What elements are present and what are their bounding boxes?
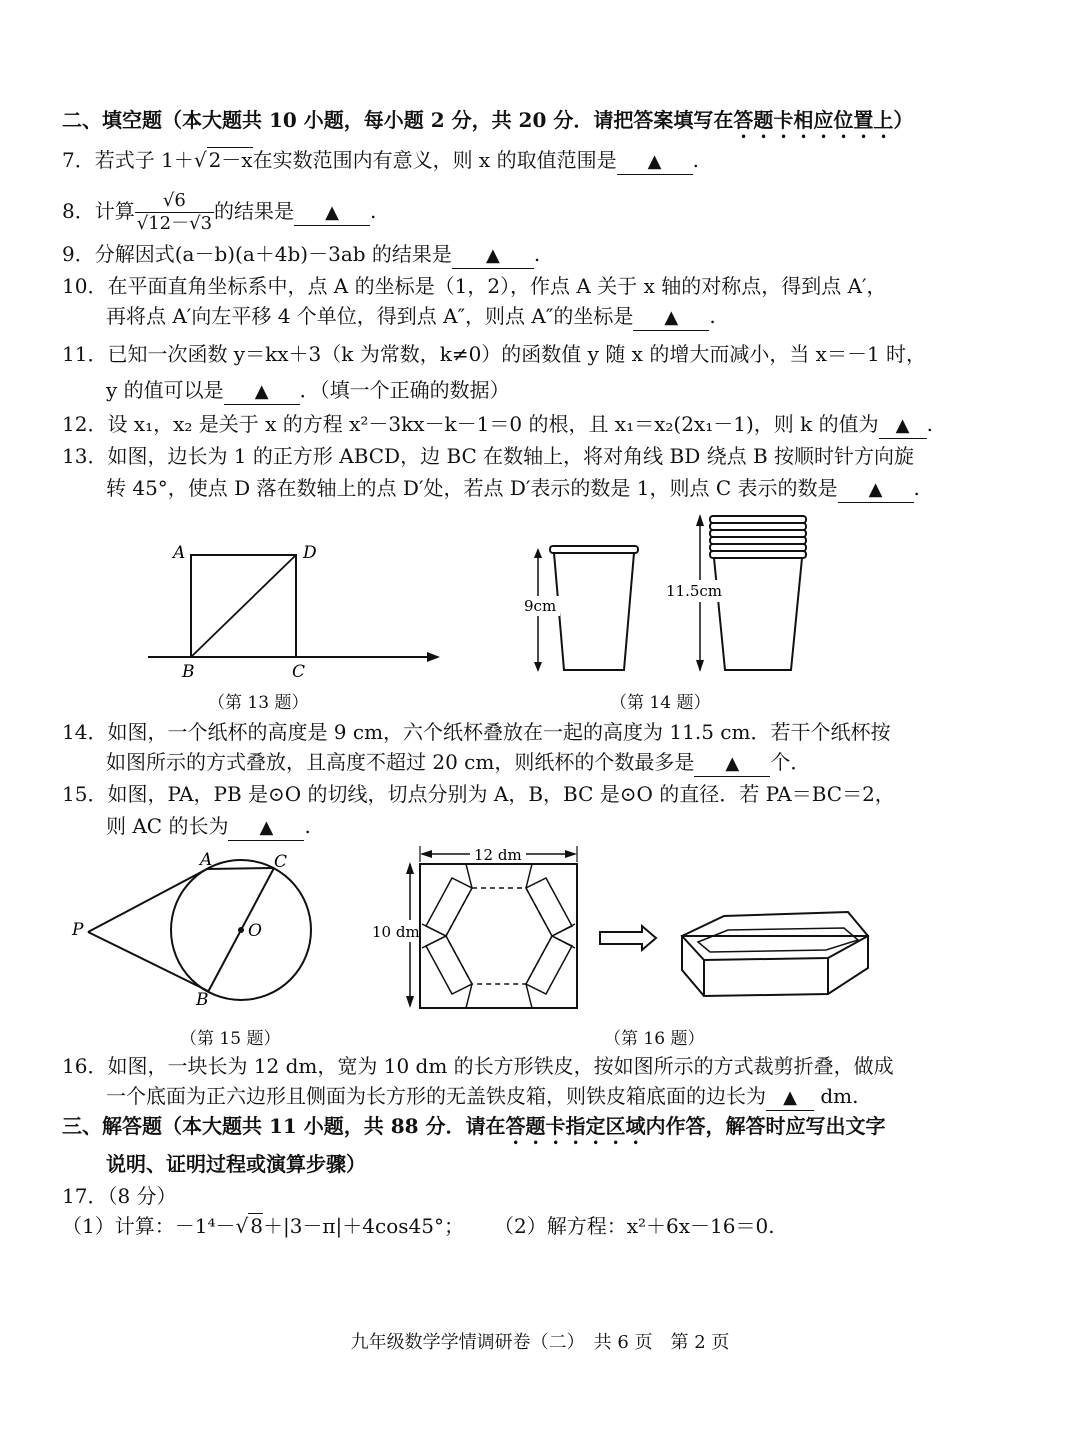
question-16-line-1: 16．如图，一块长为 12 dm，宽为 10 dm 的长方形铁皮，按如图所示的方式裁剪折叠，做成 <box>62 1054 894 1078</box>
answer-blank[interactable]: ▲ <box>452 244 534 269</box>
figure-16-caption: （第 16 题） <box>604 1029 705 1049</box>
question-13-line-2: 转 45°，使点 D 落在数轴上的点 D′处，若点 D′表示的数是 1，则点 C 表示的数是 ▲ . <box>106 474 920 503</box>
dotted-emphasis: 答题卡相应位置上 <box>733 108 894 132</box>
answer-blank[interactable]: ▲ <box>879 414 927 439</box>
question-15-line-1: 15．如图，PA，PB 是⊙O 的切线，切点分别为 A，B，BC 是⊙O 的直径．若 PA＝BC＝2， <box>62 782 895 806</box>
question-15-line-2: 则 AC 的长为 ▲ . <box>106 812 311 841</box>
label-C: C <box>274 852 288 872</box>
question-11-line-1: 11．已知一次函数 y＝kx＋3（k 为常数，k≠0）的函数值 y 随 x 的增大而减小，当 x＝－1 时， <box>62 342 927 366</box>
question-11-line-2: y 的值可以是 ▲ ．（填一个正确的数据） <box>106 376 510 405</box>
label-P: P <box>72 920 84 940</box>
figure-14 <box>520 510 830 680</box>
label-A: A <box>200 850 213 870</box>
dotted-emphasis: 答题卡指定区域 <box>505 1114 646 1138</box>
answer-blank[interactable]: ▲ <box>617 150 693 175</box>
figure-15 <box>66 845 326 1015</box>
label-A: A <box>173 543 186 563</box>
label-D: D <box>303 543 317 563</box>
figure-16 <box>370 840 890 1020</box>
answer-blank[interactable]: ▲ <box>766 1086 814 1111</box>
answer-blank[interactable]: ▲ <box>694 752 770 777</box>
question-16-line-2: 一个底面为正六边形且侧面为长方形的无盖铁皮箱，则铁皮箱底面的边长为 ▲ dm. <box>106 1082 858 1111</box>
question-17-heading: 17．（8 分） <box>62 1184 177 1208</box>
figure-15-caption: （第 15 题） <box>180 1029 281 1049</box>
question-17-part-2: （2）解方程：x²＋6x－16＝0. <box>494 1214 775 1238</box>
figure-14-caption: （第 14 题） <box>610 693 711 713</box>
question-13-line-1: 13．如图，边长为 1 的正方形 ABCD，边 BC 在数轴上，将对角线 BD 绕点 B 按顺时针方向旋 <box>62 444 915 468</box>
figure-13-caption: （第 13 题） <box>208 693 309 713</box>
question-9: 9．分解因式(a－b)(a＋4b)－3ab 的结果是 ▲ . <box>62 240 540 269</box>
answer-blank[interactable]: ▲ <box>838 478 914 503</box>
width-label: 12 dm <box>474 846 522 864</box>
question-10-line-1: 10．在平面直角坐标系中，点 A 的坐标是（1，2），作点 A 关于 x 轴的对称点，得到点 A′， <box>62 274 887 298</box>
section-2-heading: 二、填空题（本大题共 10 小题，每小题 2 分，共 20 分．请把答案填写在答题卡相应位置上） <box>62 108 914 132</box>
question-14-line-2: 如图所示的方式叠放，且高度不超过 20 cm，则纸杯的个数最多是 ▲ 个． <box>106 748 810 777</box>
section-3-heading-line-2: 说明、证明过程或演算步骤） <box>106 1152 366 1176</box>
question-17-part-1: （1）计算：－1⁴－√ 8＋|3－π|＋4cos45°； <box>62 1214 464 1238</box>
height-label: 10 dm <box>372 923 420 941</box>
height-stacked-cups: 11.5cm <box>666 582 723 600</box>
question-8: 8．计算 $\frac{√6}{√12-√3}$ 的结果是 ▲ . <box>62 190 377 234</box>
label-C: C <box>292 662 306 682</box>
height-single-cup: 9cm <box>524 597 557 615</box>
label-B: B <box>182 662 195 682</box>
figure-13 <box>140 530 450 690</box>
question-7: 7．若式子 1＋√ 2－x在实数范围内有意义，则 x 的取值范围是 ▲ . <box>62 146 699 175</box>
answer-blank[interactable]: ▲ <box>633 306 709 331</box>
answer-blank[interactable]: ▲ <box>228 816 304 841</box>
page-footer: 九年级数学学情调研卷（二） 共 6 页 第 2 页 <box>350 1332 730 1353</box>
question-10-line-2: 再将点 A′向左平移 4 个单位，得到点 A″，则点 A″的坐标是 ▲ . <box>106 302 716 331</box>
answer-blank[interactable]: ▲ <box>224 380 300 405</box>
label-O: O <box>248 921 262 941</box>
label-B: B <box>196 990 209 1010</box>
question-14-line-1: 14．如图，一个纸杯的高度是 9 cm，六个纸杯叠放在一起的高度为 11.5 cm．若干个纸杯按 <box>62 720 891 744</box>
answer-blank[interactable]: ▲ <box>294 201 370 226</box>
fraction: $\frac{√6}{√12-√3}$ <box>136 190 213 234</box>
question-12: 12．设 x₁，x₂ 是关于 x 的方程 x²－3kx－k－1＝0 的根，且 x₁＝x₂(2x₁－1)，则 k 的值为 ▲ . <box>62 410 933 439</box>
section-3-heading: 三、解答题（本大题共 11 小题，共 88 分．请在答题卡指定区域内作答，解答时应写出文字 <box>62 1114 886 1138</box>
